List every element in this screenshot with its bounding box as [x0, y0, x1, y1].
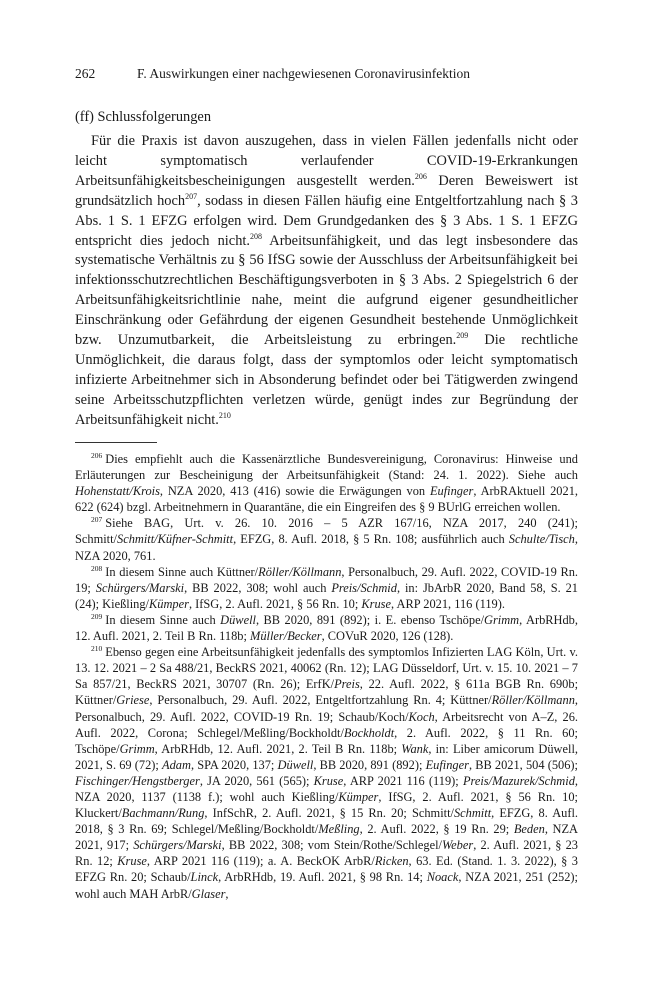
- author-name: Schulte/Tisch: [508, 532, 575, 547]
- author-name: Hohenstatt/Krois: [75, 484, 160, 499]
- footnote-text: , in: Liber amicorum Düwell, 2021, S. 69 (72);: [75, 741, 578, 772]
- footnote-text: Dies empfiehlt auch die Kassenärztliche Bundesvereinigung, Coronavirus: Hinweise und Erläuterungen zur Bescheinigung der Arbeitsunfähigkeit (Stand: 24. 1. 2022). Siehe auch: [75, 452, 578, 483]
- author-name: Grimm: [119, 741, 155, 756]
- footnote-text: , 2. Aufl. 2022, § 11 Rn. 60; Tschöpe/: [75, 725, 578, 756]
- body-text: Die rechtliche Unmöglichkeit, die daraus folgt, dass der symptomlos oder leicht symptomatisch infizierte Arbeitnehmer sich in Absonderung befindet oder bei Tätigwerden zwingend seine Arbeitsschutzpflichten verletzen würde, genügt indes zur Begründung der Arbeitsunfähigkeit nicht.: [75, 332, 579, 428]
- footnote-number: 210: [91, 644, 103, 653]
- footnote-text: , ArbRHdb, 12. Aufl. 2021, 2. Teil B Rn. 118b;: [75, 612, 578, 644]
- body-text: , sodass in diesen Fällen häufig eine Entgeltfortzahlung nach § 3 Abs. 1 S. 1 EFZG erfolgen wird. Dem Grundgedanken des § 3 Abs. 1 S. 1 EFZG entspricht dies jedoch nicht.: [75, 192, 578, 249]
- footnote-text: , ARP 2021 116 (119);: [343, 773, 463, 788]
- footnote-text: , NZA 2020, 761.: [75, 532, 578, 563]
- author-name: Röller/Köllmann: [491, 693, 575, 708]
- author-name: Preis/Mazurek/Schmid: [462, 773, 575, 788]
- author-name: Düwell: [220, 612, 256, 627]
- footnote-text: , Personalbuch, 29. Aufl. 2022, COVID-19 Rn. 19;: [75, 564, 578, 595]
- footnote-text: , IfSG, 2. Aufl. 2021, § 56 Rn. 10;: [188, 596, 362, 611]
- author-name: Schürgers/Marski: [95, 580, 185, 595]
- footnote-text: In diesem Sinne auch: [105, 612, 221, 627]
- author-name: Düwell: [277, 757, 314, 772]
- footnote-text: , Personalbuch, 29. Aufl. 2022, COVID-19 Rn. 19; Schaub/Koch/: [75, 693, 578, 724]
- footnote-text: , NZA 2021, 251 (252); wohl auch MAH ArbR/: [75, 870, 578, 901]
- footnote-208: [75, 564, 578, 612]
- author-name: Kruse: [117, 854, 147, 869]
- author-name: Kümper: [338, 789, 379, 804]
- page-number: 262: [75, 66, 96, 81]
- author-name: Bockholdt: [343, 725, 395, 740]
- footnote-210: [75, 644, 578, 902]
- section-heading: (ff) Schlussfolgerungen: [75, 109, 212, 125]
- footnote-text: , SPA 2020, 137;: [190, 757, 278, 772]
- footnote-text: , ArbRHdb, 19. Aufl. 2021, § 98 Rn. 14;: [218, 870, 427, 885]
- footnote-text: , ARP 2021, 116 (119).: [391, 596, 505, 611]
- footnote-text: , in: JbArbR 2020, Band 58, S. 21 (24); Kießling/: [75, 580, 578, 611]
- footnote-207: [75, 515, 578, 563]
- footnote-text: , EFZG, 8. Aufl. 2018, § 3 Rn. 69; Schlegel/Meßling/Bockholdt/: [75, 806, 579, 837]
- footnote-text: , JA 2020, 561 (565);: [199, 773, 314, 788]
- footnote-text: Siehe BAG, Urt. v. 26. 10. 2016 – 5 AZR 167/16, NZA 2017, 240 (241); Schmitt/: [75, 516, 578, 547]
- author-name: Müller/Becker: [250, 629, 322, 644]
- footnote-text: , InfSchR, 2. Aufl. 2021, § 15 Rn. 20; Schmitt/: [204, 806, 454, 821]
- body-text: Für die Praxis ist davon auszugehen, dass in vielen Fällen jedenfalls nicht oder leicht symptomatisch verlaufender COVID-19-Erkrankungen Arbeitsunfähigkeitsbescheinigungen ausgestellt werden.: [75, 133, 578, 189]
- author-name: Weber: [442, 838, 474, 853]
- footnote-text: , BB 2022, 308; wohl auch: [184, 580, 332, 595]
- author-name: Ricken: [374, 854, 409, 869]
- author-name: Schürgers/Marski: [133, 838, 222, 853]
- author-name: Preis/Schmid: [331, 580, 397, 595]
- author-name: Bachmann/Rung: [121, 806, 205, 821]
- footnote-number: 209: [91, 611, 103, 621]
- footnote-text: In diesem Sinne auch Küttner/: [105, 564, 259, 579]
- footnote-text: , NZA 2020, 413 (416) sowie die Erwägungen von: [159, 484, 430, 499]
- footnote-ref[interactable]: 209: [456, 331, 469, 341]
- footnote-text: , EFZG, 8. Aufl. 2018, § 5 Rn. 108; ausführlich auch: [233, 532, 509, 547]
- author-name: Adam: [162, 757, 191, 772]
- body-paragraph: [75, 132, 578, 431]
- author-name: Griese: [116, 693, 150, 708]
- author-name: Wank: [401, 741, 429, 756]
- author-name: Meßling: [318, 822, 360, 837]
- author-name: Kruse: [313, 773, 344, 788]
- footnote-text: , BB 2020, 891 (892);: [313, 757, 426, 772]
- footnote-text: , BB 2022, 308; vom Stein/Rothe/Schlegel/: [221, 838, 442, 853]
- footnote-209: [75, 612, 578, 644]
- footnote-text: , ARP 2021 116 (119); a. A. BeckOK ArbR/: [146, 854, 375, 869]
- footnote-text: , 22. Aufl. 2022, § 611a BGB Rn. 690b; Küttner/: [75, 677, 579, 708]
- author-name: Glaser: [191, 886, 226, 901]
- footnote-text: , IfSG, 2. Aufl. 2021, § 56 Rn. 10; Kluckert/: [75, 789, 578, 821]
- body-text: Arbeitsunfähigkeit, und das legt insbesondere das systematische Verhältnis zu § 56 IfSG sowie der Ausschluss der Arbeitsunfähigkeit bei infektionsschutzrechtlichen Beschäftigungsverboten in § 3 Abs. 2 Spiegelstrich 6 der Arbeitsunfähigkeitsrichtlinie nahe, meint die aufgrund eigener gesundheitlicher Einschränkung oder Gefährdung der eigenen Gesundheit bestehende Unmöglichkeit bzw. Unzumutbarkeit, die Arbeitsleistung zu erbringen.: [75, 232, 578, 349]
- author-name: Koch: [408, 709, 435, 724]
- footnote-ref[interactable]: 210: [218, 410, 231, 420]
- footnote-text: , ArbRHdb, 12. Aufl. 2021, 2. Teil B Rn. 118b;: [154, 741, 402, 756]
- footnote-text: , 2. Aufl. 2022, § 19 Rn. 29;: [359, 822, 514, 837]
- footnote-text: , Personalbuch, 29. Aufl. 2022, Entgeltfortzahlung Rn. 4; Küttner/: [149, 693, 492, 708]
- author-name: Noack: [426, 870, 459, 885]
- author-name: Schmitt: [453, 806, 492, 821]
- author-name: Kümper: [149, 596, 189, 611]
- footnote-text: , NZA 2020, 1137 (1138 f.); wohl auch Kießling/: [75, 773, 578, 804]
- footnote-text: ,: [225, 886, 229, 901]
- author-name: Röller/Köllmann: [258, 564, 342, 579]
- footnote-text: Ebenso gegen eine Arbeitsunfähigkeit jedenfalls des symptomlos Infizierten LAG Köln, Urt. v. 13. 12. 2021 – 2 Sa 488/21, BeckRS 2021, 40062 (Rn. 12); LAG Düsseldorf, Urt. v. 15. 10. 2021 – 7 Sa 857/21, BeckRS 2021, 30707 (Rn. 26); ErfK/: [75, 645, 578, 692]
- footnote-text: , NZA 2021, 917;: [75, 822, 578, 853]
- footnotes: [75, 451, 578, 902]
- footnote-ref[interactable]: 206: [414, 172, 427, 182]
- author-name: Linck: [190, 870, 219, 885]
- footnote-ref[interactable]: 207: [185, 191, 198, 201]
- author-name: Kruse: [361, 596, 391, 611]
- footnote-text: , BB 2020, 891 (892); i. E. ebenso Tschöpe/: [255, 612, 485, 627]
- footnote-separator: [75, 442, 157, 443]
- footnote-number: 208: [91, 563, 103, 573]
- author-name: Preis: [334, 677, 360, 692]
- author-name: Schmitt/Küfner-Schmitt: [117, 532, 234, 547]
- footnote-ref[interactable]: 208: [249, 231, 262, 241]
- running-title: F. Auswirkungen einer nachgewiesenen Coronavirusinfektion: [137, 66, 470, 81]
- footnote-text: , COVuR 2020, 126 (128).: [321, 629, 454, 644]
- footnote-text: , BB 2021, 504 (506);: [468, 757, 578, 772]
- author-name: Beden: [513, 822, 545, 837]
- footnote-number: 207: [91, 515, 103, 525]
- body-text: Deren Beweiswert ist grundsätzlich hoch: [75, 172, 578, 209]
- footnote-text: , 63. Ed. (Stand. 1. 3. 2022), § 3 EFZG Rn. 20; Schaub/: [75, 854, 578, 885]
- footnote-text: , Arbeitsrecht von A–Z, 26. Aufl. 2022, Corona; Schlegel/Meßling/Bockholdt/: [75, 709, 578, 740]
- footnote-206: [75, 451, 578, 515]
- author-name: Eufinger: [425, 757, 469, 772]
- footnote-text: , 2. Aufl. 2021, § 23 Rn. 12;: [75, 838, 578, 869]
- author-name: Fischinger/Hengstberger: [75, 773, 200, 788]
- footnote-text: , ArbRAktuell 2021, 622 (624) bzgl. Arbeitnehmern in Quarantäne, die ein Eingreifen des § 9 BUrlG erreichen wollen.: [75, 484, 578, 515]
- footnote-number: 206: [91, 450, 103, 460]
- author-name: Eufinger: [429, 484, 474, 499]
- author-name: Grimm: [484, 612, 520, 627]
